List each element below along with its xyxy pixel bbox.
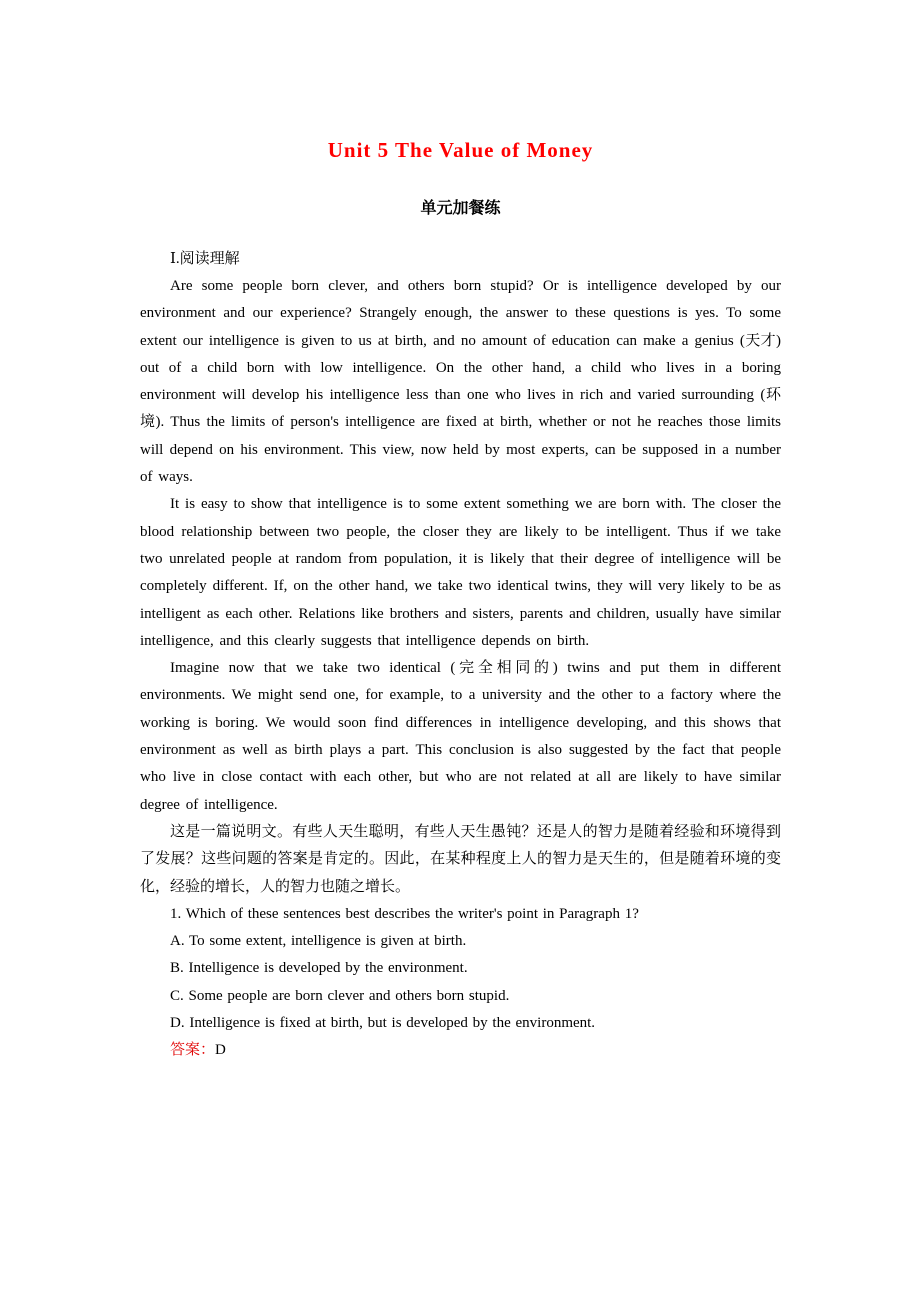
section-heading-reading-comprehension: Ⅰ.阅读理解 — [170, 251, 240, 267]
unit-title: Unit 5 The Value of Money — [327, 138, 594, 162]
question-1-option-a: A. To some extent, intelligence is given at birth. — [170, 933, 467, 950]
answer-label: 答案： — [170, 1042, 216, 1059]
question-1-stem: 1. Which of these sentences best describes the writer's point in Paragraph 1? — [170, 905, 639, 922]
passage-paragraph-1: Are some people born clever, and others born stupid? Or is intelligence developed by our environment and our experience? Strangely enough, the answer to these questions is yes. To some extent our intelligence is given to us at birth, and no amount of education can make a genius (天才) out of a child born with low intelligence. On the other hand, a child who lives in a boring environment will develop his intelligence less than one who lives in rich and varied surrounding (环境). Thus the limits of person's intelligence are fixed at birth, whether or not he reaches those limits will depend on his environment. This view, now held by most experts, can be supposed in a number of ways. — [140, 278, 781, 486]
analysis-paragraph: 这是一篇说明文。有些人天生聪明，有些人天生愚钝？还是人的智力是随着经验和环境得到了发展？这些问题的答案是肯定的。因此，在某种程度上人的智力是天生的，但是随着环境的变化，经验的增长，人的智力也随之增长。 — [140, 823, 781, 895]
question-1-option-b: B. Intelligence is developed by the environment. — [170, 960, 468, 977]
question-1-option-c: C. Some people are born clever and others born stupid. — [170, 987, 510, 1004]
answer-value: D — [215, 1042, 226, 1059]
passage-paragraph-3: Imagine now that we take two identical (完全相同的) twins and put them in different environments. We might send one, for example, to a university and the other to a factory where the working is boring. We would soon find differences in intelligence developing, and this shows that environment as well as birth plays a part. This conclusion is also suggested by the fact that people who live in close contact with each other, but who are not related at all are likely to have similar degree of intelligence. — [140, 660, 781, 813]
passage-paragraph-2: It is easy to show that intelligence is to some extent something we are born with. The closer the blood relationship between two people, the closer they are likely to be intelligent. Thus if we take two unrelated people at random from population, it is likely that their degree of intelligence will be completely different. If, on the other hand, we take two identical twins, they will very likely to be as intelligent as each other. Relations like brothers and sisters, parents and children, usually have similar intelligence, and this clearly suggests that intelligence depends on birth. — [140, 496, 781, 649]
answer-line — [140, 1037, 781, 1064]
doc-subtitle: 单元加餐练 — [420, 200, 501, 217]
question-1-option-d: D. Intelligence is fixed at birth, but is developed by the environment. — [170, 1015, 596, 1032]
